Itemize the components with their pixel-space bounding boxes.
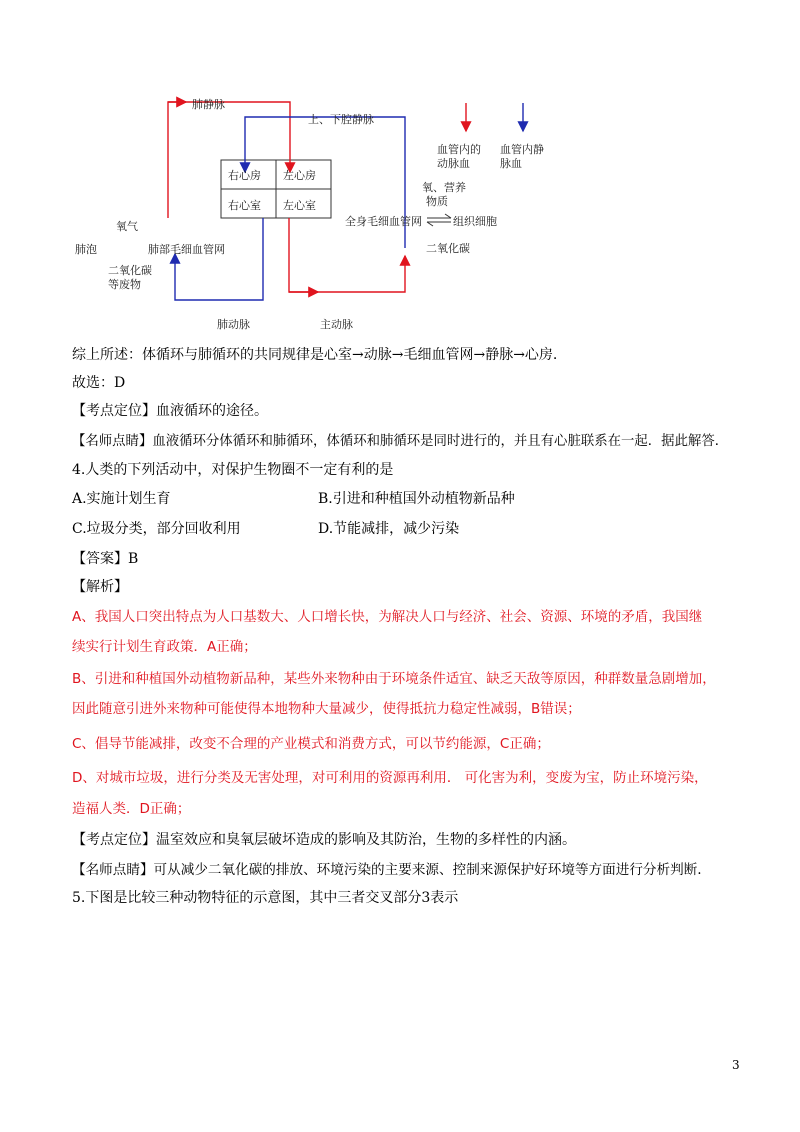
option-d: D.节能减排，减少污染 [318,521,460,537]
oxygen-label: 氧气 [116,220,138,233]
summary-line: 综上所述：体循环与肺循环的共同规律是心室→动脉→毛细血管网→静脉→心房. [72,347,558,363]
explanation-a-line1: A、我国人口突出特点为人口基数大、人口增长快，为解决人口与经济、社会、资源、环境的矛盾，我国继 [72,609,703,625]
aorta-arrow [289,218,405,292]
oxygen-nutrients-label-2: 物质 [426,195,448,208]
option-b: B.引进和种植国外动植物新品种 [318,491,515,507]
aorta-label: 主动脉 [320,318,353,331]
option-a: A.实施计划生育 [72,491,171,507]
mingshi-1: 【名师点睛】血液循环分体循环和肺循环，体循环和肺循环是同时进行的，并且有心脏联系在一起．据此解答． [72,434,729,449]
tissue-cells-label: 组织细胞 [453,215,497,228]
option-c: C.垃圾分类，部分回收利用 [72,521,241,537]
lung-capillary-label: 肺部毛细血管网 [148,243,225,256]
pulmonary-artery-arrow [175,218,263,300]
legend-venous-label-1: 血管内静 [500,143,544,156]
choice-line: 故选：D [72,375,126,391]
explanation-d-line1: D、对城市垃圾，进行分类及无害处理，对可利用的资源再利用． 可化害为利，变废为宝，防止环境污染， [72,770,708,786]
right-atrium-label: 右心房 [228,169,261,182]
question-4: 4.人类的下列活动中，对保护生物圈不一定有利的是 [72,462,394,478]
legend-venous-label-2: 脉血 [500,157,522,170]
explanation-c-line1: C、倡导节能减排，改变不合理的产业模式和消费方式，可以节约能源，C正确； [72,736,550,752]
legend-arterial-label-1: 血管内的 [437,143,481,156]
pulmonary-vein-label: 肺静脉 [192,98,225,111]
analysis-heading: 【解析】 [72,579,128,595]
alveoli-label: 肺泡 [75,243,97,256]
kaodian-2: 【考点定位】温室效应和臭氧层破坏造成的影响及其防治，生物的多样性的内涵。 [72,832,576,848]
answer-line: 【答案】B [72,551,139,567]
co2-waste-label-1: 二氧化碳 [108,264,152,277]
co2-waste-label-2: 等废物 [108,278,141,291]
explanation-b-line1: B、引进和种植国外动植物新品种，某些外来物种由于环境条件适宜、缺乏天敌等原因，种群数量急剧增加， [72,671,716,687]
body-capillary-label: 全身毛细血管网 [345,215,422,228]
kaodian-1: 【考点定位】血液循环的途径。 [72,403,268,419]
mingshi-2: 【名师点睛】可从减少二氧化碳的排放、环境污染的主要来源、控制来源保护好环境等方面进行分析判断. [72,862,702,878]
explanation-d-line2: 造福人类．D正确； [72,801,191,817]
pulmonary-artery-label: 肺动脉 [217,318,250,331]
right-ventricle-label: 右心室 [228,199,261,212]
explanation-a-line2: 续实行计划生育政策．A正确； [72,639,257,655]
left-atrium-label: 左心房 [283,169,316,182]
page-number: 3 [732,1058,740,1072]
explanation-b-line2: 因此随意引进外来物种可能使得本地物种大量减少，使得抵抗力稳定性减弱，B错误； [72,701,581,717]
legend-arterial-label-2: 动脉血 [437,157,470,170]
vena-cava-label: 上、下腔静脉 [308,113,374,126]
oxygen-nutrients-label-1: 氧、营养 [422,181,466,194]
left-ventricle-label: 左心室 [283,199,316,212]
co2-right-label: 二氧化碳 [426,242,470,255]
question-5: 5.下图是比较三种动物特征的示意图，其中三者交叉部分3表示 [72,890,459,906]
